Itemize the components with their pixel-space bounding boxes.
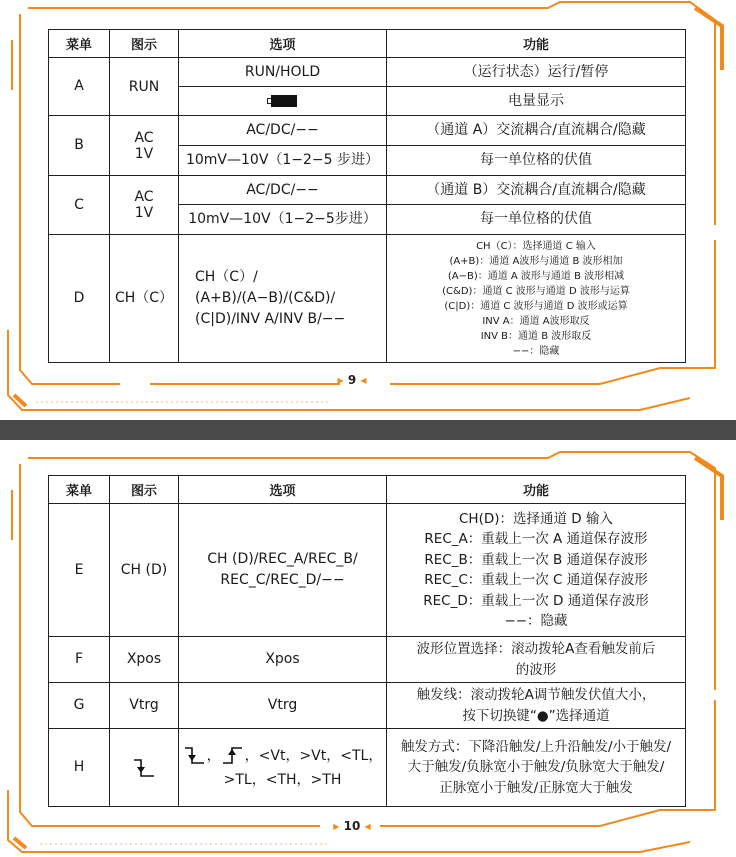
function-e-line4: REC_C：重载上一次 C 通道保存波形	[424, 572, 648, 588]
run-label: RUN	[128, 79, 160, 95]
page-number-text: 9	[347, 373, 357, 387]
function-e-line2: REC_A：重载上一次 A 通道保存波形	[424, 531, 648, 547]
menu-cell-f: F	[49, 637, 110, 683]
icon-b-line2: 1V	[134, 145, 154, 162]
page-triangle-icon: ▶	[337, 376, 344, 385]
option-cell-e	[179, 504, 387, 637]
function-e-line3: REC_B：重载上一次 B 通道保存波形	[424, 551, 648, 568]
icon-cell-e: CH (D)	[110, 504, 179, 637]
menu-cell-c: C	[49, 176, 110, 235]
function-cell-a1: （运行状态）运行/暂停	[387, 58, 686, 87]
manual-page-9	[0, 0, 736, 420]
header-option: 选项	[179, 476, 387, 504]
icon-c-line1: AC	[134, 189, 154, 205]
page-triangle-icon: ▶	[333, 822, 340, 831]
falling-edge-icon	[131, 756, 157, 780]
function-d-line3: (A−B)：通道 A 波形与通道 B 波形相减	[447, 270, 625, 282]
option-e-line2: REC_C/REC_D/−−	[220, 572, 345, 588]
function-cell-c2: 每一单位格的伏值	[387, 205, 686, 235]
function-e-line5: REC_D：重载上一次 D 通道保存波形	[423, 592, 649, 609]
option-cell-c2: 10mV—10V（1−2−5步进）	[179, 205, 387, 235]
function-cell-b2: 每一单位格的伏值	[387, 146, 686, 176]
function-e-line1: CH(D)：选择通道 D 输入	[459, 510, 613, 527]
function-cell-f	[387, 637, 686, 683]
header-option: 选项	[179, 30, 387, 58]
option-cell-a1: RUN/HOLD	[179, 58, 387, 87]
page-number-text: 10	[343, 819, 361, 833]
icon-cell-g: Vtrg	[110, 683, 179, 729]
page-number-9	[312, 373, 392, 387]
rising-edge-icon	[221, 745, 245, 767]
function-cell-c1: （通道 B）交流耦合/直流耦合/隐藏	[387, 176, 686, 205]
header-function: 功能	[387, 30, 686, 58]
function-d-line4: (C&D)：通道 C 波形与通道 D 波形与运算	[442, 285, 630, 297]
table-row-c	[49, 176, 686, 205]
option-cell-a2	[179, 87, 387, 116]
header-menu: 菜单	[49, 30, 110, 58]
option-h-separator: ，	[206, 747, 221, 764]
icon-cell-h	[110, 729, 179, 807]
option-cell-d	[179, 235, 387, 363]
header-function: 功能	[387, 476, 686, 504]
option-cell-b1: AC/DC/−−	[179, 116, 387, 146]
table-header-row	[49, 30, 686, 58]
falling-edge-icon	[183, 745, 207, 767]
option-cell-h	[179, 729, 387, 807]
table-row-g	[49, 683, 686, 729]
header-icon: 图示	[110, 476, 179, 504]
function-d-line1: CH（C）：选择通道 C 输入	[476, 240, 596, 252]
table-row-d	[49, 235, 686, 363]
table-header-row	[49, 476, 686, 504]
function-d-line2: (A+B)：通道 A波形与通道 B 波形相加	[449, 255, 623, 267]
function-cell-e	[387, 504, 686, 637]
function-cell-a2: 电量显示	[387, 87, 686, 116]
table-row-b	[49, 116, 686, 146]
menu-cell-b: B	[49, 116, 110, 176]
icon-cell-f: Xpos	[110, 637, 179, 683]
option-d-line3: (C|D)/INV A/INV B/−−	[195, 311, 346, 327]
menu-spec-table-page10	[48, 475, 686, 807]
function-f-line2: 的波形	[515, 661, 557, 678]
page-triangle-icon: ◀	[360, 376, 367, 385]
icon-b-line1: AC	[134, 129, 154, 146]
option-cell-g: Vtrg	[179, 683, 387, 729]
option-h-line1	[182, 744, 383, 768]
page-number-10	[312, 819, 392, 833]
table-row-f	[49, 637, 686, 683]
menu-cell-h: H	[49, 729, 110, 807]
option-cell-b2: 10mV—10V（1−2−5 步进）	[179, 146, 387, 176]
function-d-line6: INV A：通道 A波形取反	[482, 315, 590, 327]
icon-cell-b	[110, 116, 179, 176]
icon-c-line2: 1V	[134, 205, 154, 221]
function-h-line1: 触发方式：下降沿触发/上升沿触发/小于触发/	[400, 738, 672, 755]
menu-cell-g: G	[49, 683, 110, 729]
header-menu: 菜单	[49, 476, 110, 504]
header-icon: 图示	[110, 30, 179, 58]
function-cell-g	[387, 683, 686, 729]
icon-cell-d: CH（C）	[110, 235, 179, 363]
function-f-line1: 波形位置选择：滚动拨轮A查看触发前后	[416, 641, 656, 657]
function-d-line7: INV B：通道 B 波形取反	[480, 330, 592, 342]
manual-page-10	[0, 440, 736, 857]
battery-icon	[267, 95, 299, 107]
table-row-h	[49, 729, 686, 807]
menu-spec-table-page9	[48, 29, 686, 363]
function-e-line6: −−：隐藏	[504, 613, 568, 629]
table-row-a	[49, 58, 686, 87]
table-row-e	[49, 504, 686, 637]
option-e-line1: CH (D)/REC_A/REC_B/	[207, 551, 358, 567]
option-d-line1: CH（C）/	[195, 269, 258, 285]
icon-cell-a	[110, 58, 179, 116]
function-d-line8: −−：隐藏	[512, 345, 560, 357]
function-d-line5: (C|D)：通道 C 波形与通道 D 波形或运算	[444, 300, 628, 312]
menu-cell-e: E	[49, 504, 110, 637]
option-d-line2: (A+B)/(A−B)/(C&D)/	[195, 290, 336, 306]
function-g-line2: 按下切换键“●”选择通道	[462, 707, 610, 724]
menu-cell-d: D	[49, 235, 110, 363]
function-h-line2: 大于触发/负脉宽小于触发/负脉宽大于触发/	[407, 759, 665, 776]
menu-cell-a: A	[49, 58, 110, 116]
option-cell-f: Xpos	[179, 637, 387, 683]
function-cell-d	[387, 235, 686, 363]
function-h-line3: 正脉宽小于触发/正脉宽大于触发	[439, 779, 633, 796]
function-g-line1: 触发线：滚动拨轮A调节触发伏值大小，	[416, 687, 656, 703]
option-cell-c1: AC/DC/−−	[179, 176, 387, 205]
function-cell-h	[387, 729, 686, 807]
function-cell-b1: （通道 A）交流耦合/直流耦合/隐藏	[387, 116, 686, 146]
page-triangle-icon: ◀	[364, 822, 371, 831]
option-h-line2: >TL，<TH，>TH	[223, 771, 342, 788]
page-divider	[0, 420, 736, 440]
option-h-line1-text: ，<Vt，>Vt，<TL，	[244, 747, 383, 764]
icon-cell-c	[110, 176, 179, 235]
